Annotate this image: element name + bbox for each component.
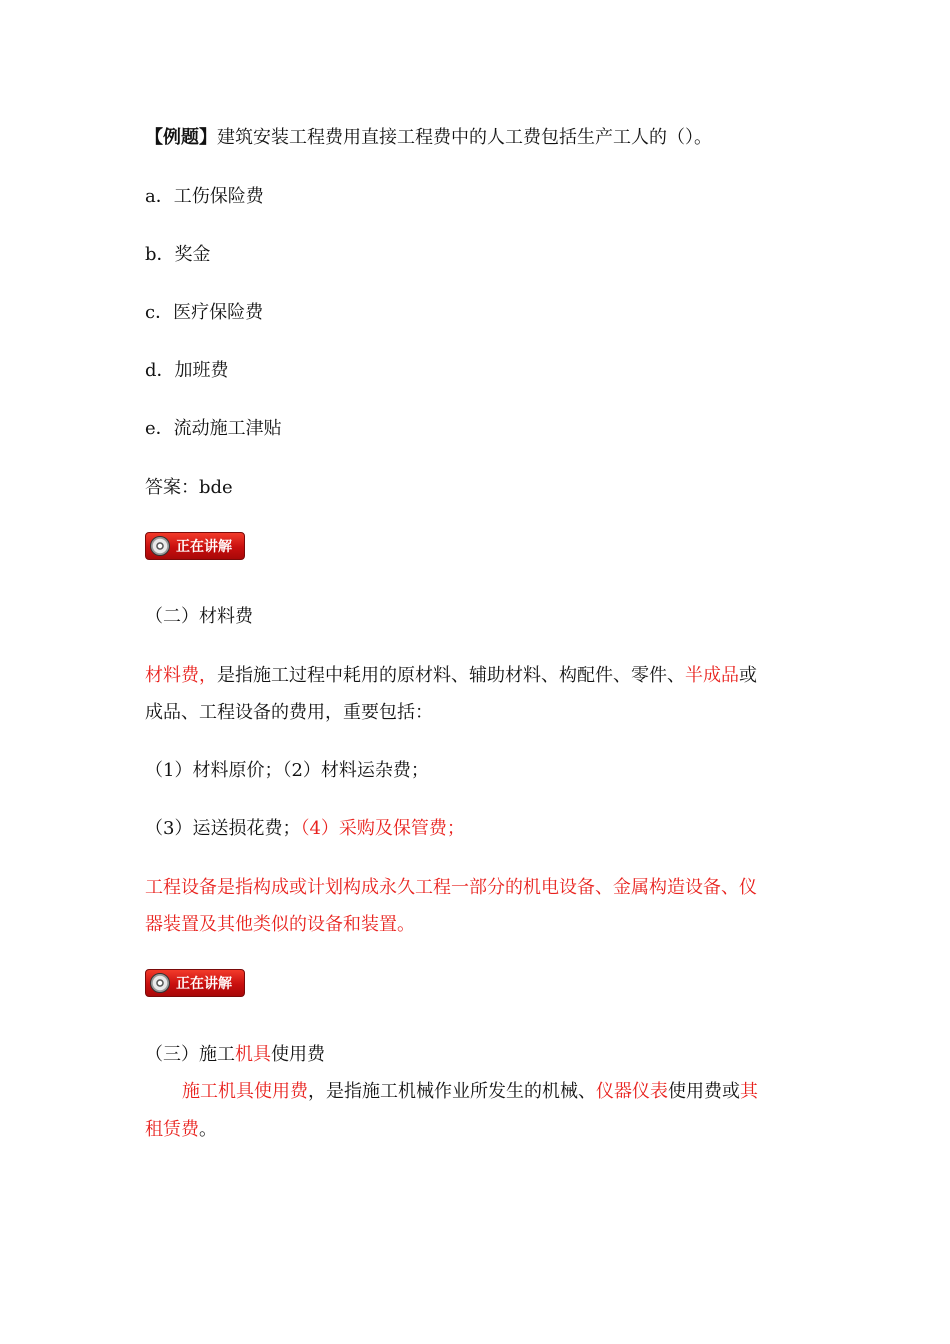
option-e: e．流动施工津贴	[145, 418, 282, 439]
equipment-definition-line-1: 工程设备是指构成或计划构成永久工程一部分的机电设备、金属构造设备、仪	[145, 877, 757, 898]
item-transport-loss: （3）运送损花费；	[145, 818, 301, 839]
lecture-button-label: 正在讲解	[176, 539, 232, 555]
answer: 答案：bde	[145, 477, 233, 498]
section-2-heading: （二）材料费	[145, 606, 253, 627]
term-instruments: 仪器仪表	[596, 1081, 668, 1102]
section-3-heading-pre: （三）施工	[145, 1044, 235, 1065]
machinery-para-end: 。	[199, 1119, 217, 1140]
section-3-heading-post: 使用费	[271, 1044, 325, 1065]
item-purchase-storage: （4）采购及保管费；	[300, 818, 465, 839]
option-c: c．医疗保险费	[145, 302, 264, 323]
question-text: 建筑安装工程费用直接工程费中的人工费包括生产工人的（）。	[217, 127, 712, 148]
question-title	[145, 126, 712, 150]
section-3-heading	[145, 1043, 325, 1067]
machinery-para-text-2: 使用费或	[668, 1081, 740, 1102]
term-machinery-fee: 施工机具使用费	[182, 1081, 308, 1102]
question-label: 【例题】	[145, 127, 217, 148]
machinery-para-line-2	[145, 1118, 217, 1142]
option-b: b．奖金	[145, 244, 211, 265]
material-para-text-1: 是指施工过程中耗用的原材料、辅助材料、构配件、零件、	[217, 665, 685, 686]
term-rental-fee: 租赁费	[145, 1119, 199, 1140]
section-3-heading-red: 机具	[235, 1044, 271, 1065]
term-semi-finished: 半成品	[685, 665, 739, 686]
equipment-definition-line-2: 器装置及其他类似的设备和装置。	[145, 914, 415, 935]
option-a: a．工伤保险费	[145, 186, 264, 207]
lecture-button-label: 正在讲解	[176, 976, 232, 992]
disc-icon	[150, 536, 170, 556]
lecture-button-2[interactable]	[145, 969, 245, 997]
term-its: 其	[740, 1081, 758, 1102]
lecture-button-1[interactable]	[145, 532, 245, 560]
disc-icon	[150, 973, 170, 993]
material-para-line-2: 成品、工程设备的费用，重要包括：	[145, 702, 433, 723]
machinery-para-text-1: ，是指施工机械作业所发生的机械、	[308, 1081, 596, 1102]
option-d: d．加班费	[145, 360, 229, 381]
material-para-text-2: 或	[739, 665, 757, 686]
material-items-line-1: （1）材料原价；（2）材料运杂费；	[145, 760, 429, 781]
term-material-fee: 材料费，	[145, 665, 217, 686]
material-para-line-1	[145, 664, 757, 688]
material-items-line-2	[145, 817, 465, 841]
machinery-para-line-1	[182, 1080, 758, 1104]
